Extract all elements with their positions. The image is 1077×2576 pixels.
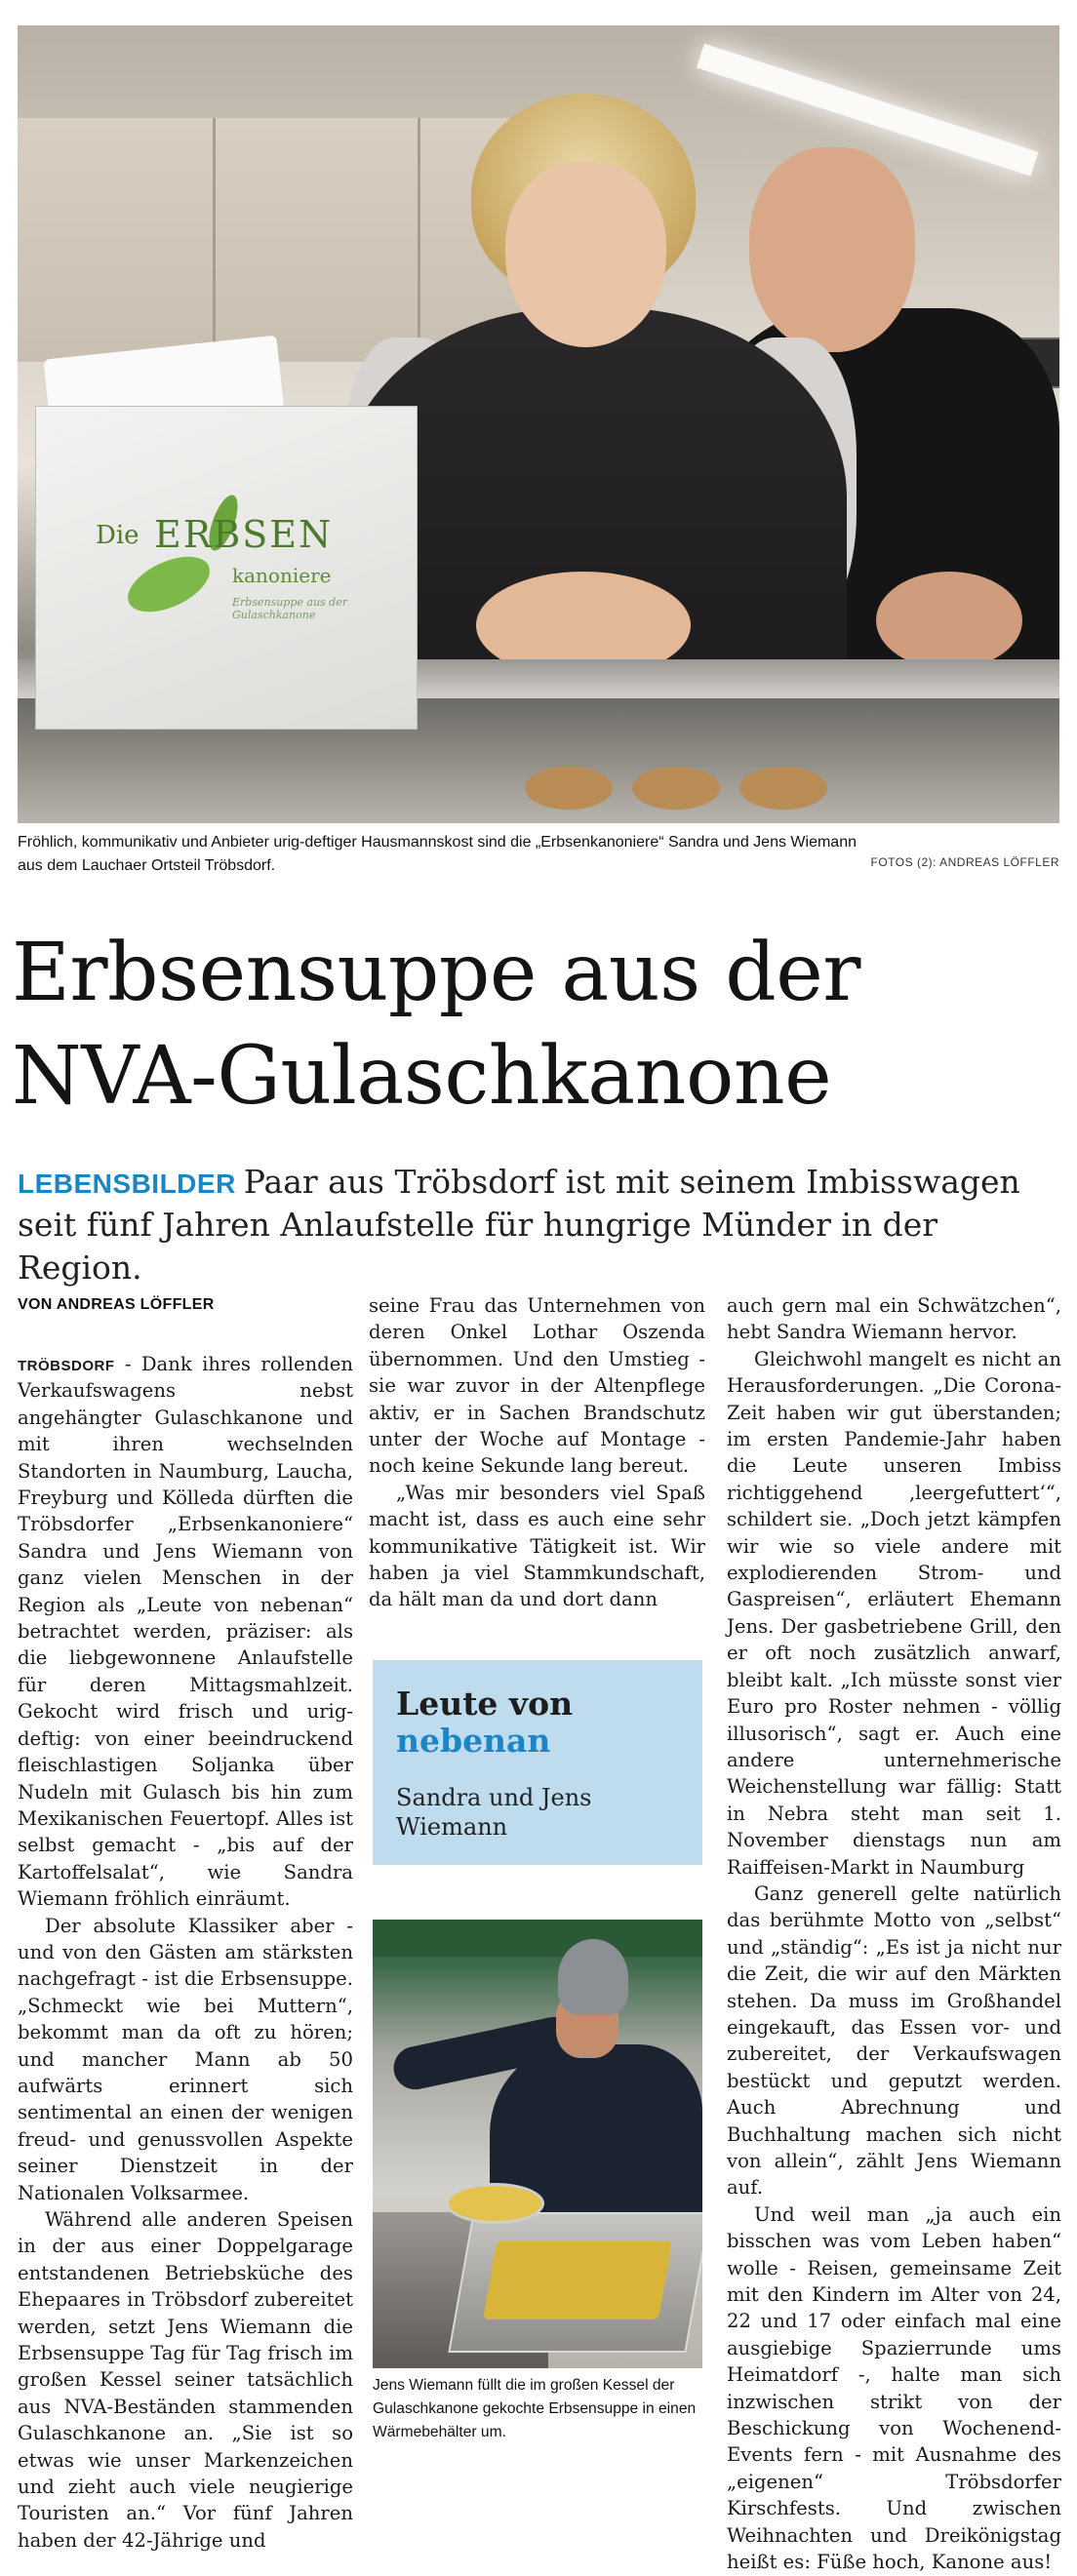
headline-line-2: NVA-Gulaschkanone [12, 1030, 832, 1123]
headline [12, 922, 1065, 1129]
photo-cook-beanie [558, 1939, 628, 2015]
caption-line-2: aus dem Lauchaer Ortsteil Tröbsdorf. [18, 857, 276, 874]
logo-sub-text: kanoniere [232, 564, 332, 587]
photo-man-head [749, 147, 915, 352]
photo-woman-face [505, 162, 666, 347]
logo-pea-pod-icon [119, 545, 218, 623]
paragraph: „Was mir besonders viel Spaß macht ist, dass es auch eine sehr kommunikative Tätigkeit ist. Wir haben ja viel Stammkundschaft, da hält man da und dort dann [369, 1481, 705, 1611]
erbsenkanoniere-logo [86, 474, 379, 659]
series-infobox [373, 1660, 702, 1865]
photo-bread-roll [525, 767, 613, 810]
article-column-2 [369, 1292, 705, 1613]
photo-man-hands [876, 572, 1022, 669]
paragraph: Der absolute Klassiker aber - und von den Gästen am stärksten nachgefragt - ist die Erbsensuppe. „Schmeckt wie bei Muttern“, bekommt man da oft zu hören; und mancher Mann ab 50 aufwärts erinnert sich sentimental an einen der wenigen freud- und genussvollen Aspekte seiner Dienstzeit in der Nationalen Volksarmee. [18, 1914, 353, 2204]
subheadline-text: Paar aus Tröbsdorf ist mit seinem Imbisswagen seit fünf Jahren Anlaufstelle für hungrige Münder in der Region. [18, 1163, 1020, 1287]
photo-cabinet-seam [213, 118, 216, 362]
photo-awning [373, 1920, 702, 1957]
secondary-photo-caption: Jens Wiemann füllt die im großen Kessel der Gulaschkanone gekochte Erbsensuppe in einen Wärmebehälter um. [373, 2377, 697, 2440]
article-column-3 [727, 1292, 1061, 2576]
caption-line-1: Fröhlich, kommunikativ und Anbieter urig-deftiger Hausmannskost sind die „Erbsenkanoniere“ Sandra und Jens Wiemann [18, 834, 857, 851]
photo-cabinet-seam [418, 118, 420, 362]
infobox-names: Sandra und Jens Wiemann [396, 1784, 592, 1841]
paragraph: Ganz generell gelte natürlich das berühmte Motto von „selbst“ und „ständig“: „Es ist ja nicht nur die Zeit, die wir auf den Märkten stehen. Da muss im Großhandel eingekauft, das Essen vor- und zubereitet, der Verkaufswagen bestückt und geputzt werden. Auch Abrechnung und Buchhaltung machen sich nicht von allein“, zählt Jens Wiemann auf. [727, 1882, 1061, 2200]
photo-credit: FOTOS (2): ANDREAS LÖFFLER [870, 855, 1059, 869]
logo-main-text: ERBSEN [154, 513, 334, 556]
paragraph: Gleichwohl mangelt es nicht an Herausforderungen. „Die Corona-Zeit haben wir gut überstanden; im ersten Pandemie-Jahr haben die Leute unseren Imbiss richtiggehend ‚leergefuttert‘“, schildert sie. „Doch jetzt kämpfen wir wie so viele andere mit explodierenden Strom- und Gaspreisen“, erläutert Ehemann Jens. Der gasbetriebene Grill, den er oft noch zusätzlich anwarf, bleibt kalt. „Ich müsste sonst vier Euro pro Roster nehmen - völlig illusorisch“, sagt er. Auch eine andere unternehmerische Weichenstellung war fällig: Statt in Nebra steht man seit 1. November dienstags nun am Raiffeisen-Markt in Naumburg [727, 1347, 1061, 1879]
subheadline [18, 1161, 1066, 1289]
headline-line-1: Erbsensuppe aus der [12, 927, 860, 1019]
infobox-title-accent: nebenan [396, 1722, 551, 1760]
photo-pea-soup [483, 2241, 672, 2319]
infobox-title: Leute von [396, 1684, 574, 1723]
logo-tagline: Erbsensuppe aus der Gulaschkanone [232, 596, 347, 621]
paragraph [18, 1351, 353, 1913]
main-photo [18, 25, 1059, 823]
photo-bread-roll [739, 767, 827, 810]
photo-ladle [446, 2183, 544, 2224]
logo-die-text: Die [96, 521, 140, 550]
paragraph: seine Frau das Unternehmen von deren Onkel Lothar Oszenda übernommen. Und den Umstieg - sie war zuvor in der Altenpflege aktiv, er in Sachen Brandschutz unter der Woche auf Montage - noch keine Sekunde lang bereut. [369, 1294, 705, 1478]
article-column-1 [18, 1292, 353, 2554]
paragraph: Während alle anderen Speisen in der aus einer Doppelgarage entstandenen Betriebsküche des Ehepaares in Tröbsdorf zubereitet werden, setzt Jens Wiemann die Erbsensuppe Tag für Tag frisch im großen Kessel seiner tatsächlich aus NVA-Beständen stammenden Gulaschkanone an. „Sie ist so etwas wie unser Markenzeichen und zieht auch viele neugierige Touristen an.“ Vor fünf Jahren haben der 42-Jährige und [18, 2208, 353, 2552]
kicker-label: LEBENSBILDER [18, 1169, 236, 1199]
dateline: TRÖBSDORF [18, 1358, 115, 1374]
byline: VON ANDREAS LÖFFLER [18, 1296, 215, 1313]
main-photo-caption [18, 831, 1059, 878]
paragraph: Und weil man „ja auch ein bisschen was vom Leben haben“ wolle - Reisen, gemeinsame Zeit mit den Kindern im Alter von 24, 22 und 17 oder einfach mal eine ausgiebige Spazierrunde ums Heimatdorf -, halte man sich inzwischen strikt von der Beschickung von Wochenend-Events fern - mit Ausnahme des „eigenen“ Tröbsdorfer Kirschfests. Und zwischen Weihnachten und Dreikönigstag heißt es: Füße hoch, Kanone aus! [727, 2202, 1061, 2574]
paragraph: auch gern mal ein Schwätzchen“, hebt Sandra Wiemann hervor. [727, 1294, 1061, 1344]
photo-bread-roll [632, 767, 720, 810]
paragraph-text: - Dank ihres rollenden Verkaufswagens nebst angehängter Gulaschkanone und mit ihren wechselnden Standorten in Naumburg, Laucha, Freyburg und Kölleda dürften die Tröbsdorfer „Erbsenkanoniere“ Sandra und Jens Wiemann von ganz vielen Menschen in der Region als „Leute von nebenan“ betrachtet werden, präziser: als die liebgewonnene Anlaufstelle für deren Mittagsmahlzeit. Gekocht wird frisch und urig-deftig: von einer beeindruckend fleischlastigen Soljanka über Nudeln mit Gulasch bis hin zum Mexikanischen Feuertopf. Alles ist selbst gemacht - „bis auf der Kartoffelsalat“, wie Sandra Wiemann fröhlich einräumt. [18, 1353, 353, 1911]
secondary-photo [373, 1920, 702, 2368]
